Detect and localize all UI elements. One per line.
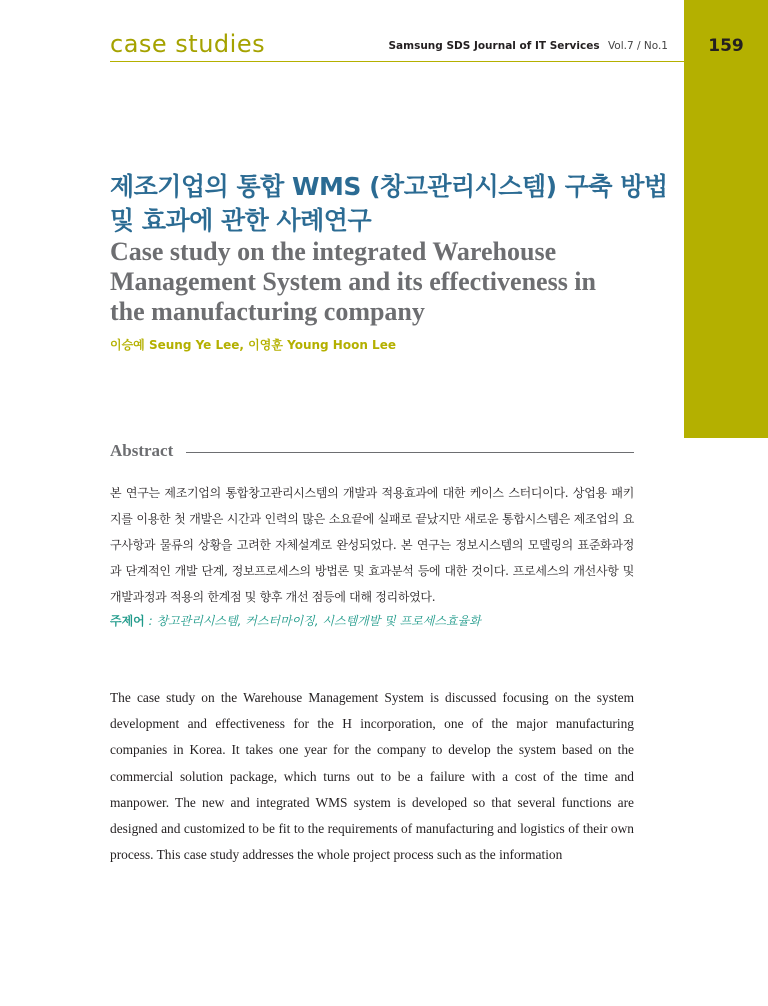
journal-name: Samsung SDS Journal of IT Services <box>388 40 600 52</box>
section-label: case studies <box>110 30 266 58</box>
authors-line: 이승예 Seung Ye Lee, 이영훈 Young Hoon Lee <box>110 338 396 352</box>
keywords-label: 주제어 <box>110 614 145 628</box>
korean-abstract: 본 연구는 제조기업의 통합창고관리시스템의 개발과 적용효과에 대한 케이스 스터디이다. 상업용 패키지를 이용한 첫 개발은 시간과 인력의 많은 소요끝에 실패로 끝났지만 새로운 통합시스템은 제조업의 요구사항과 물류의 상황을 고려한 자체설계로 완성되었다. 본 연구는 정보시스템의 모델링의 표준화과정과 단계적인 개발 단계, 정보프로세스의 방법론 및 효과분석 등에 대한 것이다. 프로세스의 개선사항 및 개발과정과 적용의 한계점 및 향후 개선 점등에 대해 정리하였다. <box>110 486 634 604</box>
abstract-divider <box>186 452 634 453</box>
page-number: 159 <box>708 36 744 56</box>
english-abstract: The case study on the Warehouse Management System is discussed focusing on the system development and effectiveness for the H incorporation, one of the major manufacturing companies in Korea. It takes one year for the company to develop the system based on the commercial solution package, which turns out to be a failure with a cost of the time and manpower. The new and integrated WMS system is developed so that several functions are designed and customized to be fit to the requirements of manufacturing and logistics of their own process. This case study addresses the whole project process such as the information <box>110 690 634 863</box>
keywords-values: : 창고관리시스템, 커스터마이징, 시스템개발 및 프로세스효율화 <box>144 614 481 628</box>
english-title: Case study on the integrated Warehouse Management System and its effectiveness in the manufacturing company <box>110 237 596 326</box>
journal-header <box>388 40 668 52</box>
page-tab-band <box>684 0 768 438</box>
abstract-label: Abstract <box>110 441 174 460</box>
korean-title: 제조기업의 통합 WMS (창고관리시스템) 구축 방법 및 효과에 관한 사례연구 <box>110 172 668 235</box>
header-divider <box>110 61 684 62</box>
keywords-line <box>110 612 634 629</box>
abstract-heading <box>110 441 634 463</box>
journal-volume: Vol.7 / No.1 <box>607 40 668 52</box>
